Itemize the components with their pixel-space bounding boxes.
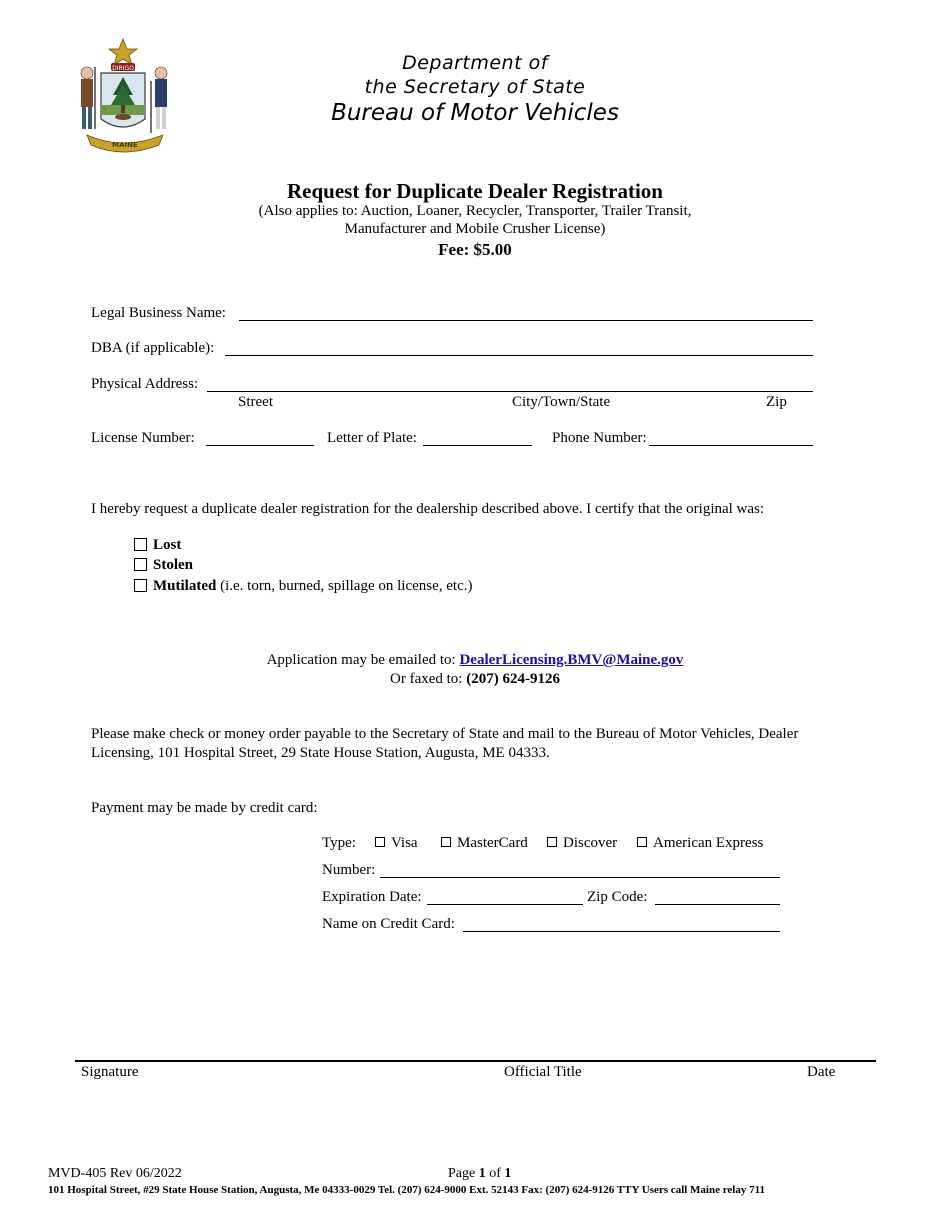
signature-label: Signature <box>81 1064 139 1080</box>
visa-checkbox[interactable] <box>375 837 385 847</box>
credit-card-intro: Payment may be made by credit card: <box>91 800 318 816</box>
form-subtitle-line-1: (Also applies to: Auction, Loaner, Recycler, Transporter, Trailer Transit, <box>258 203 692 219</box>
legal-business-name-row <box>91 305 226 322</box>
page-current: 1 <box>478 1166 486 1181</box>
mastercard-checkbox[interactable] <box>441 837 451 847</box>
option-mutilated[interactable] <box>134 578 473 595</box>
dba-label: DBA (if applicable): <box>91 340 215 356</box>
phone-number-field[interactable] <box>649 429 813 446</box>
email-prefix: Application may be emailed to: <box>266 652 460 668</box>
physical-address-field[interactable] <box>207 375 813 392</box>
form-subtitle-line-2: Manufacturer and Mobile Crusher License) <box>344 221 606 237</box>
name-on-card-label: Name on Credit Card: <box>322 916 455 932</box>
physical-address-label: Physical Address: <box>91 376 199 392</box>
fax-number: (207) 624-9126 <box>466 671 560 687</box>
amex-label: American Express <box>653 835 764 851</box>
maine-seal-icon <box>73 37 177 157</box>
stolen-checkbox[interactable] <box>134 558 147 571</box>
email-link[interactable]: DealerLicensing.BMV@Maine.gov <box>459 652 684 668</box>
expiration-date-field[interactable] <box>427 888 583 905</box>
letter-of-plate-label: Letter of Plate: <box>327 430 417 446</box>
card-zip-label: Zip Code: <box>587 889 648 905</box>
svg-text:DIRIGO: DIRIGO <box>112 65 134 72</box>
fax-prefix: Or faxed to: <box>390 671 467 687</box>
card-type-mastercard[interactable] <box>441 835 528 852</box>
lost-label: Lost <box>153 537 182 553</box>
phone-number-label: Phone Number: <box>552 430 647 446</box>
footer-address: 101 Hospital Street, #29 State House Station, Augusta, Me 04333-0029 Tel. (207) 624-9000 Ext. 52143 Fax: (207) 624-9126 TTY Users call Maine relay 711 <box>48 1184 766 1196</box>
fee-amount: Fee: $5.00 <box>438 240 512 259</box>
certification-statement: I hereby request a duplicate dealer registration for the dealership described above. I certify that the original was: <box>91 501 765 517</box>
name-on-card-field[interactable] <box>463 915 780 932</box>
email-line <box>0 652 950 669</box>
page-indicator <box>448 1166 511 1182</box>
card-type-amex[interactable] <box>637 835 763 852</box>
mail-instructions-line-1: Please make check or money order payable to the Secretary of State and mail to the Bureau of Motor Vehicles, Dealer <box>91 726 799 742</box>
bureau-name: Bureau of Motor Vehicles <box>331 100 619 126</box>
mutilated-note: (i.e. torn, burned, spillage on license, etc.) <box>216 578 473 594</box>
page-total: 1 <box>504 1166 512 1181</box>
legal-business-name-field[interactable] <box>239 304 813 321</box>
state-seal-logo <box>73 37 177 157</box>
dba-field[interactable] <box>225 339 813 356</box>
mail-instructions-line-2: Licensing, 101 Hospital Street, 29 State House Station, Augusta, ME 04333. <box>91 745 550 761</box>
letter-of-plate-field[interactable] <box>423 429 532 446</box>
license-number-field[interactable] <box>206 429 314 446</box>
svg-text:MAINE: MAINE <box>112 141 138 149</box>
stolen-label: Stolen <box>153 557 194 573</box>
fax-line <box>0 671 950 688</box>
mutilated-label: Mutilated <box>153 578 217 594</box>
lost-checkbox[interactable] <box>134 538 147 551</box>
page-prefix: Page <box>448 1166 479 1181</box>
discover-checkbox[interactable] <box>547 837 557 847</box>
expiration-date-label: Expiration Date: <box>322 889 422 905</box>
mutilated-checkbox[interactable] <box>134 579 147 592</box>
card-type-discover[interactable] <box>547 835 617 852</box>
card-type-label: Type: <box>322 835 356 851</box>
zip-caption: Zip <box>766 394 787 410</box>
mastercard-label: MasterCard <box>457 835 528 851</box>
date-label: Date <box>807 1064 836 1080</box>
city-town-state-caption: City/Town/State <box>512 394 611 410</box>
option-lost[interactable] <box>134 537 181 554</box>
license-number-label: License Number: <box>91 430 195 446</box>
option-stolen[interactable] <box>134 557 193 574</box>
card-number-label: Number: <box>322 862 376 878</box>
visa-label: Visa <box>391 835 418 851</box>
form-number: MVD-405 Rev 06/2022 <box>48 1166 182 1181</box>
card-zip-field[interactable] <box>655 888 780 905</box>
street-caption: Street <box>238 394 273 410</box>
discover-label: Discover <box>563 835 618 851</box>
signature-line[interactable] <box>75 1060 876 1062</box>
department-line-1: Department of <box>402 52 548 74</box>
legal-business-name-label: Legal Business Name: <box>91 305 226 321</box>
page-of: of <box>485 1166 505 1181</box>
department-line-2: the Secretary of State <box>364 76 586 98</box>
card-number-field[interactable] <box>380 861 780 878</box>
form-title: Request for Duplicate Dealer Registration <box>287 179 663 203</box>
amex-checkbox[interactable] <box>637 837 647 847</box>
official-title-label: Official Title <box>504 1064 582 1080</box>
card-type-visa[interactable] <box>375 835 418 852</box>
